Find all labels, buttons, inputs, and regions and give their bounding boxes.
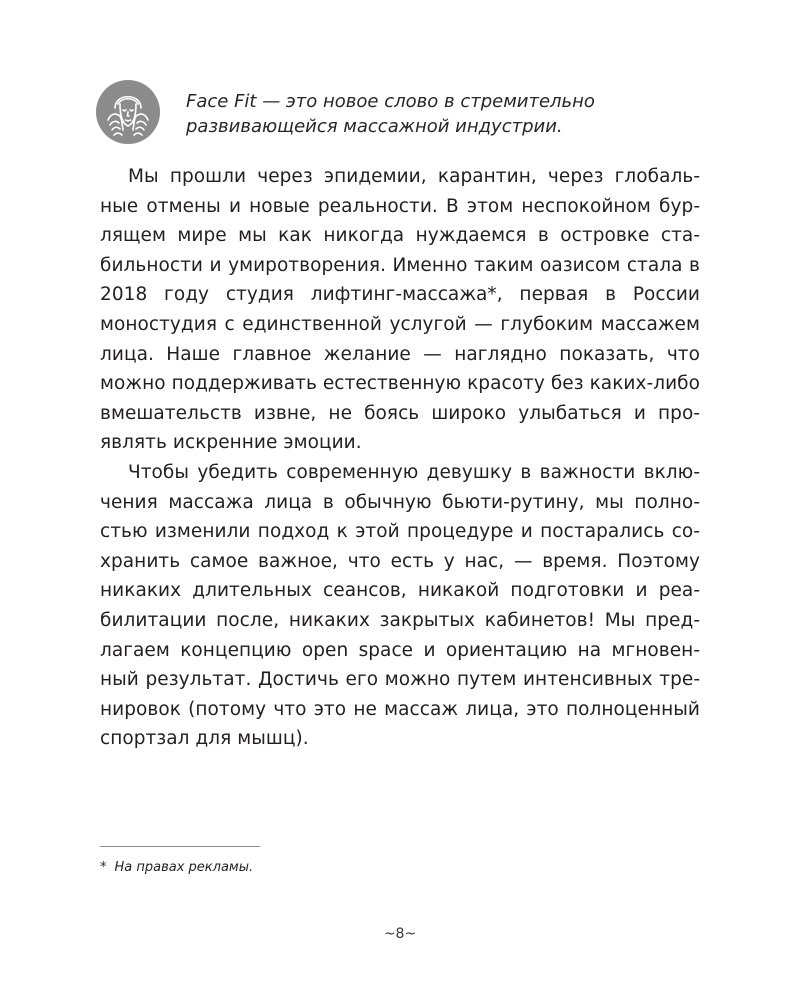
callout-block: [96, 80, 716, 144]
paragraph-1: Мы прошли через эпидемии, карантин, через глобальные отмены и новые реальности. В этом неспокойном бурлящем мире мы как никогда нуждаемся в островке стабильности и умиротворения. Именно таким оазисом стала в 2018 году студия лифтинг-массажа*, первая в России моностудия с единственной услугой — глубоким массажем лица. Наше главное желание — наглядно показать, что можно поддерживать естественную красоту без каких-либо вмешательств извне, не боясь широко улыбаться и проявлять искренние эмоции.: [100, 166, 700, 454]
callout-line-2: развивающейся массажной индустрии.: [186, 116, 563, 137]
footnote-text: На правах рекламы.: [114, 860, 254, 875]
body-text: [100, 162, 700, 754]
callout-text: [186, 89, 726, 139]
footnote-divider: [100, 846, 260, 847]
face-hands-icon: [96, 80, 160, 144]
callout-line-1: Face Fit — это новое слово в стремительно: [186, 91, 595, 112]
paragraph-2: Чтобы убедить современную девушку в важности включения массажа лица в обычную бьюти-рутину, мы полностью изменили подход к этой процедуре и постарались сохранить самое важное, что есть у нас, — время. Поэтому никаких длительных сеансов, никакой подготовки и реабилитации после, никаких закрытых кабинетов! Мы предлагаем концепцию open space и ориентацию на мгновенный результат. Достичь его можно путем интенсивных тренировок (потому что это не массаж лица, это полноценный спортзал для мышц).: [100, 461, 700, 750]
page-number: ~8~: [383, 926, 417, 942]
footnote-marker: *: [100, 860, 107, 875]
footnote: [100, 860, 253, 875]
